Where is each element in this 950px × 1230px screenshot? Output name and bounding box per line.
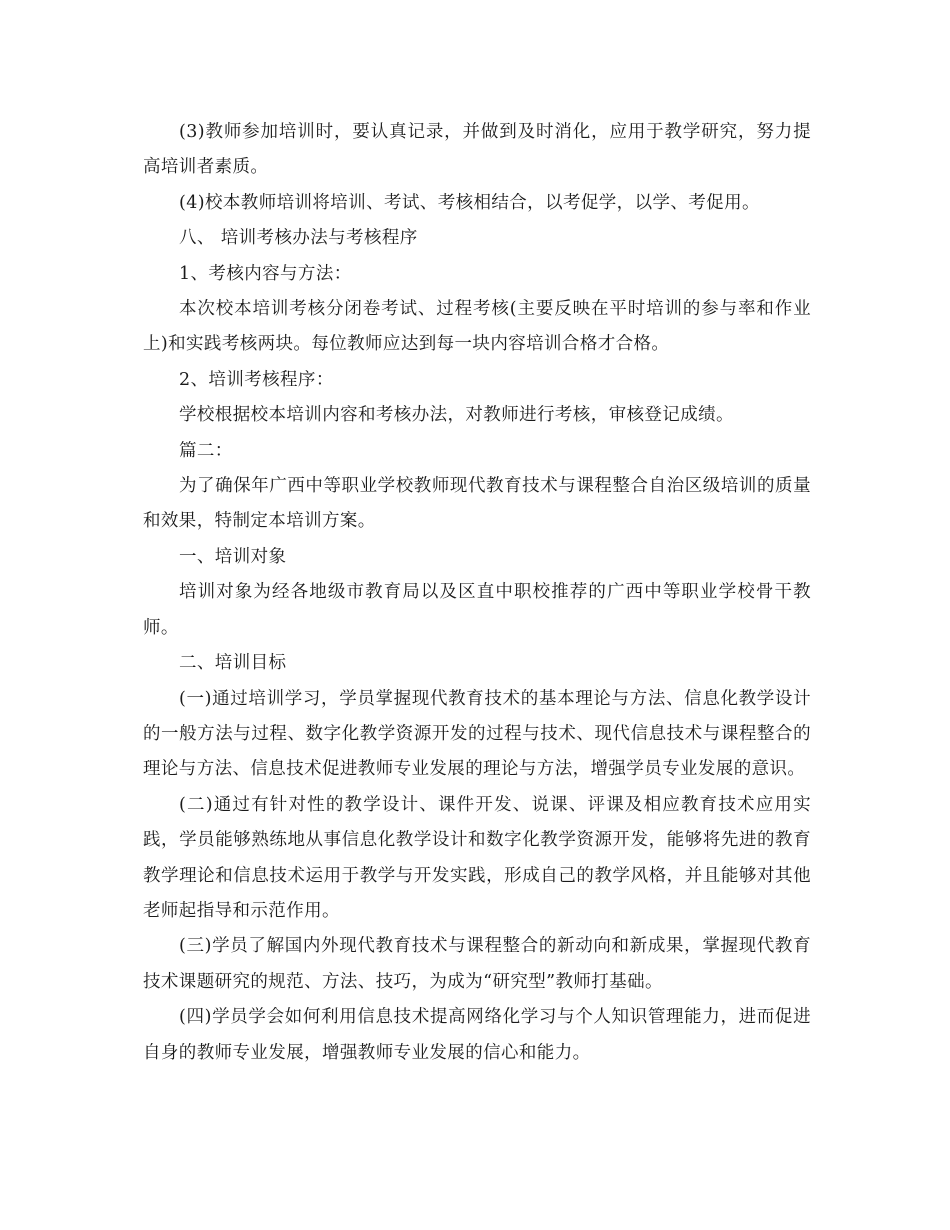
section-heading-trainees: 一、培训对象 xyxy=(179,546,287,567)
paragraph-goal-1: (一)通过培训学习，学员掌握现代教育技术的基本理论与方法、信息化教学设计的一般方法与过程、数字化教学资源开发的过程与技术、现代信息技术与课程整合的理论与方法、信息技术促进教师专业发展的理论与方法，增强学员专业发展的意识。 xyxy=(143,688,811,780)
paragraph-assessment-content: 本次校本培训考核分闭卷考试、过程考核(主要反映在平时培训的参与率和作业上)和实践考核两块。每位教师应达到每一块内容培训合格才合格。 xyxy=(143,299,811,355)
section-heading-assessment-methods: 八、 培训考核办法与考核程序 xyxy=(179,228,418,249)
document-body xyxy=(143,115,811,1071)
paragraph-goal-4: (四)学员学会如何利用信息技术提高网络化学习与个人知识管理能力，进而促进自身的教师专业发展，增强教师专业发展的信心和能力。 xyxy=(143,1007,811,1063)
paragraph-plan-purpose: 为了确保年广西中等职业学校教师现代教育技术与课程整合自治区级培训的质量和效果，特制定本培训方案。 xyxy=(143,476,811,532)
paragraph-trainees: 培训对象为经各地级市教育局以及区直中职校推荐的广西中等职业学校骨干教师。 xyxy=(143,582,811,638)
section-heading-training-goals: 二、培训目标 xyxy=(179,653,287,674)
section-heading-part-two: 篇二： xyxy=(179,440,233,461)
subheading-assessment-procedure: 2、培训考核程序： xyxy=(179,369,334,390)
paragraph-goal-2: (二)通过有针对性的教学设计、课件开发、说课、评课及相应教育技术应用实践，学员能够熟练地从事信息化教学设计和数字化教学资源开发，能够将先进的教育教学理论和信息技术运用于教学与开发实践，形成自己的教学风格，并且能够对其他老师起指导和示范作用。 xyxy=(143,794,811,921)
subheading-assessment-content: 1、考核内容与方法： xyxy=(179,263,352,284)
paragraph-goal-3: (三)学员了解国内外现代教育技术与课程整合的新动向和新成果，掌握现代教育技术课题研究的规范、方法、技巧，为成为“研究型”教师打基础。 xyxy=(143,936,811,992)
paragraph-teacher-training-records: (3)教师参加培训时，要认真记录，并做到及时消化，应用于教学研究，努力提高培训者素质。 xyxy=(143,122,811,178)
paragraph-assessment-procedure: 学校根据校本培训内容和考核办法，对教师进行考核，审核登记成绩。 xyxy=(179,405,734,426)
paragraph-school-training-assessment: (4)校本教师培训将培训、考试、考核相结合，以考促学，以学、考促用。 xyxy=(179,192,760,213)
